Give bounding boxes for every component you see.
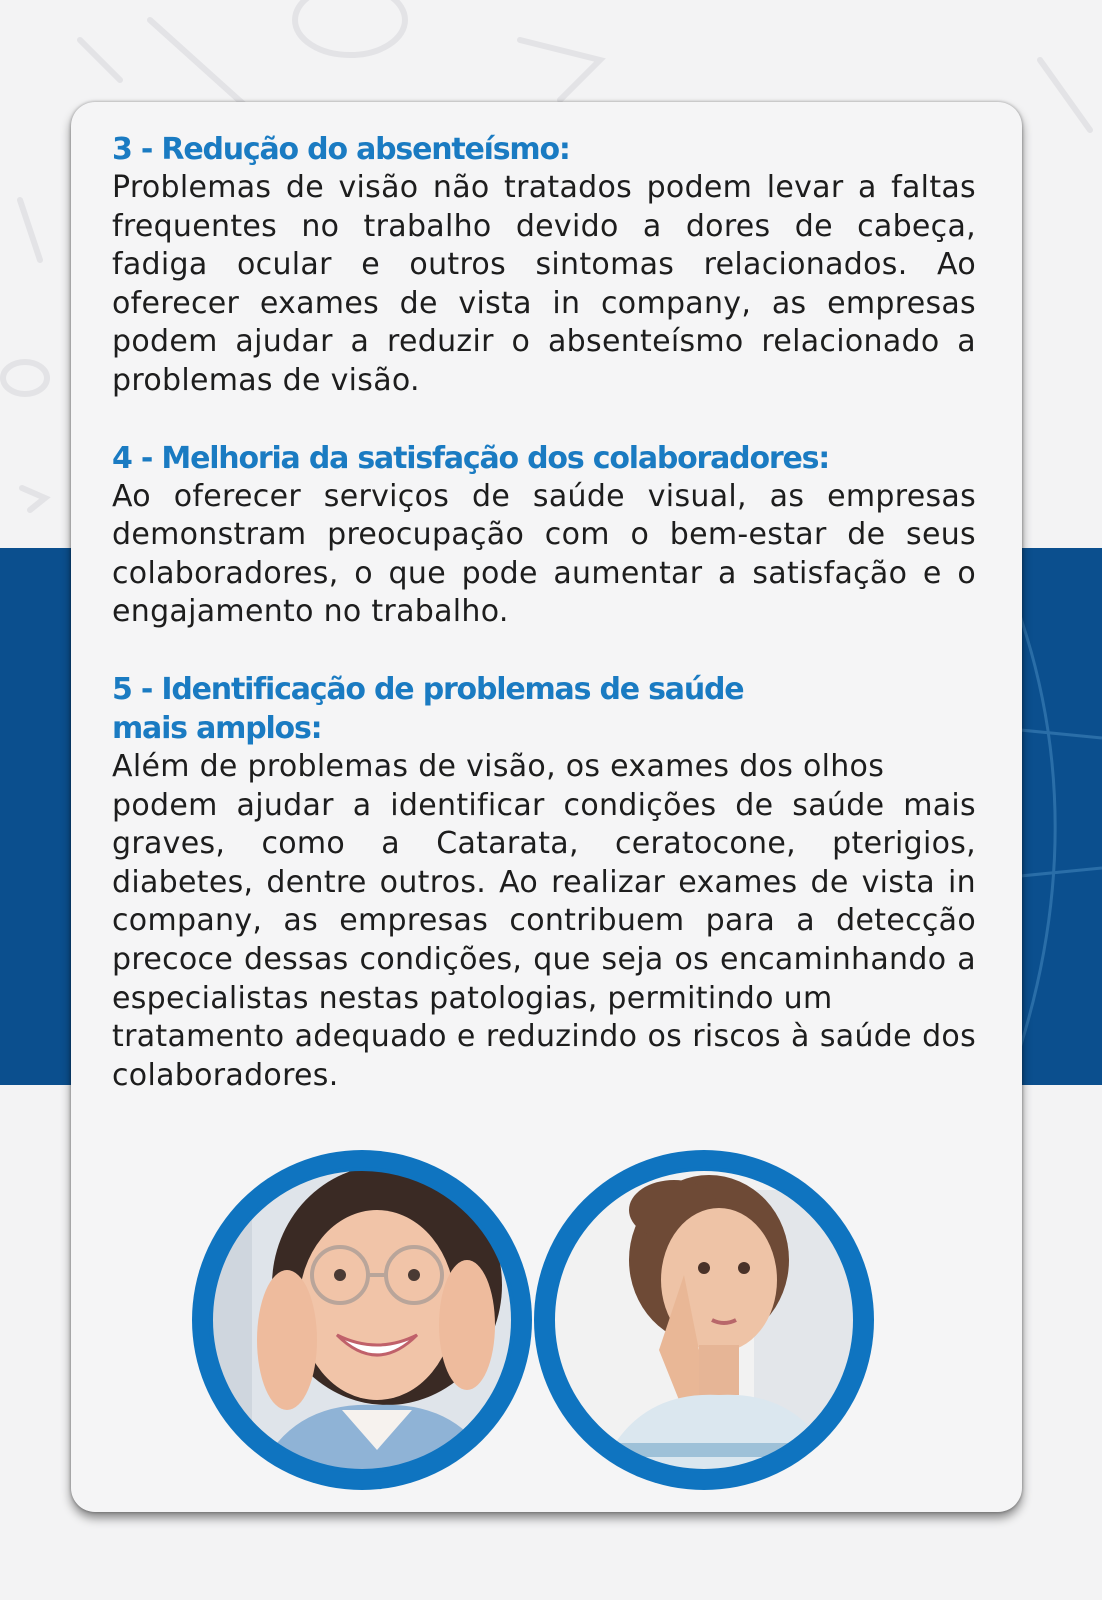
woman-touching-eye-photo [534, 1150, 874, 1490]
section-body: Problemas de visão não tratados podem levar a faltas frequentes no trabalho devido a dores de cabeça, fadiga ocular e outros sintomas relacionados. Ao oferecer exames de vista in company, as empresas podem ajudar a reduzir o absenteísmo relacionado a problemas de visão. [112, 170, 976, 398]
section-heading: 5 - Identificação de problemas de saúde [112, 671, 744, 707]
photo-row [71, 1150, 1022, 1490]
section-heading-continued: mais amplos: [112, 710, 322, 746]
section-absenteeism [112, 130, 976, 401]
section-body-last: tratamento adequado e reduzindo os riscos à saúde dos colaboradores. [112, 1019, 976, 1093]
section-body-first-line: Além de problemas de visão, os exames dos olhos [112, 748, 885, 784]
content-card [71, 102, 1022, 1512]
section-heading: 4 - Melhoria da satisfação dos colaboradores: [112, 440, 830, 476]
section-body: podem ajudar a identificar condições de saúde mais graves, como a Catarata, ceratocone, pterigios, diabetes, dentre outros. Ao realizar exames de vista in company, as empresas contribuem para a detecção precoce dessas condições, que seja os encaminhando a especialistas nestas patologias, permitindo um [112, 787, 976, 1016]
woman-with-glasses-photo [192, 1150, 532, 1490]
article [112, 130, 976, 1095]
section-satisfaction [112, 439, 976, 632]
section-health-problems [112, 670, 976, 1095]
section-body: Ao oferecer serviços de saúde visual, as empresas demonstram preocupação com o bem-estar de seus colaboradores, o que pode aumentar a satisfação e o engajamento no trabalho. [112, 478, 976, 630]
section-heading: 3 - Redução do absenteísmo: [112, 132, 570, 167]
